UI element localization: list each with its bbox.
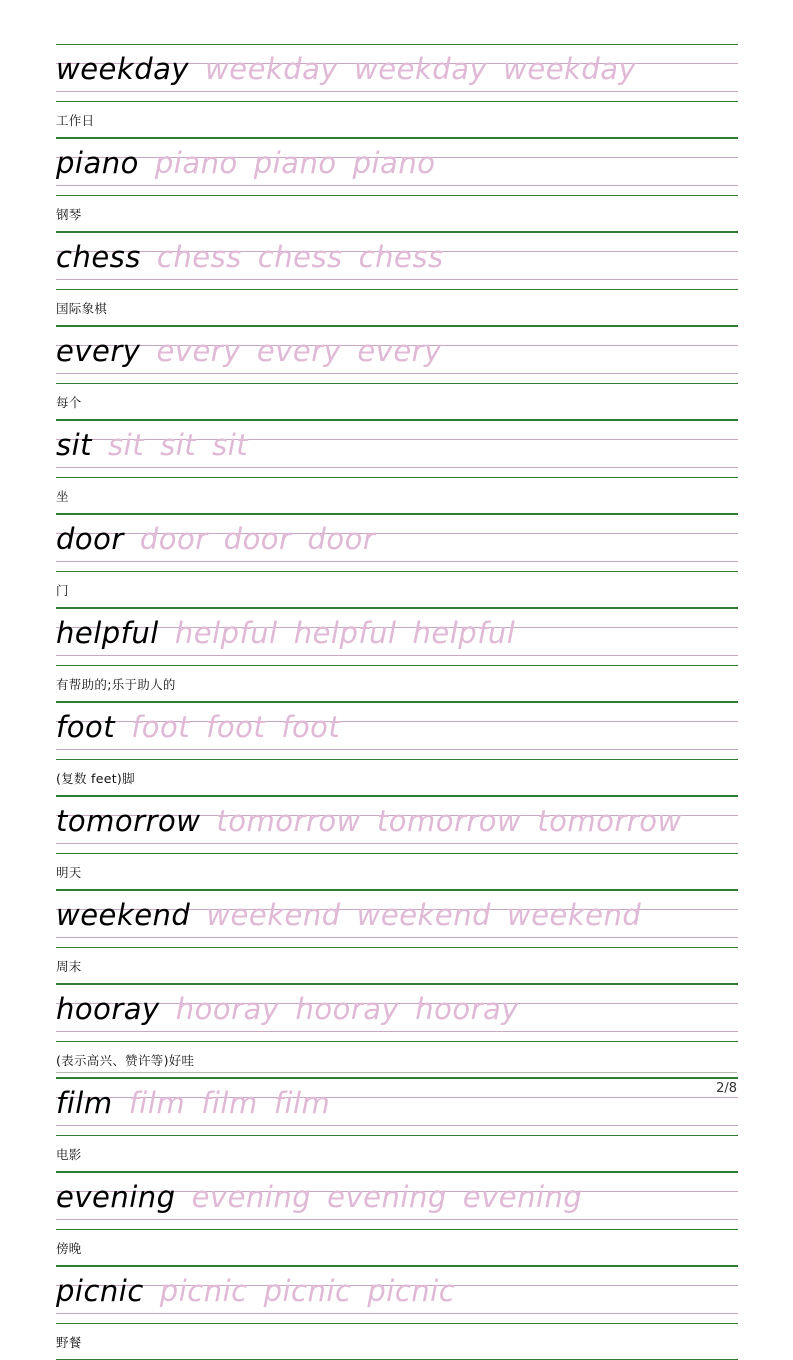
word-meaning: 明天 [56, 864, 82, 880]
word-trace: door [223, 522, 292, 556]
word-meaning: (复数 feet)脚 [56, 770, 135, 786]
word-trace: picnic [367, 1274, 456, 1308]
page-footer [56, 1072, 737, 1097]
word-trace: every [156, 334, 241, 368]
word-entry [56, 326, 738, 420]
meaning-row [56, 854, 738, 890]
word-line [56, 797, 698, 853]
word-line [56, 139, 451, 195]
word-model: helpful [56, 616, 159, 650]
word-meaning: 门 [56, 582, 69, 598]
word-trace: door [307, 522, 376, 556]
word-line [56, 985, 535, 1041]
word-trace: sit [212, 428, 249, 462]
word-trace: tomorrow [376, 804, 522, 838]
word-trace: weekend [206, 898, 341, 932]
word-model: evening [56, 1180, 176, 1214]
word-model: chess [56, 240, 141, 274]
word-entry [56, 890, 738, 984]
writing-staff [56, 1266, 738, 1324]
word-meaning: 傍晚 [56, 1240, 82, 1256]
meaning-row [56, 384, 738, 420]
word-model: film [56, 1086, 113, 1120]
word-meaning: (表示高兴、赞许等)好哇 [56, 1052, 195, 1068]
word-trace: weekday [354, 52, 488, 86]
word-trace: chess [257, 240, 343, 274]
word-line [56, 45, 652, 101]
word-trace: evening [462, 1180, 583, 1214]
word-line [56, 421, 264, 477]
word-trace: helpful [293, 616, 397, 650]
word-entry [56, 608, 738, 702]
word-trace: chess [156, 240, 242, 274]
word-meaning: 钢琴 [56, 206, 82, 222]
word-line [56, 703, 356, 759]
word-entry [56, 138, 738, 232]
word-trace: evening [327, 1180, 447, 1214]
meaning-row [56, 666, 738, 702]
word-trace: weekend [506, 898, 642, 932]
word-line [56, 609, 531, 665]
word-trace: sit [108, 428, 145, 462]
word-line [56, 891, 657, 947]
writing-staff [56, 44, 738, 102]
word-trace: weekday [503, 52, 637, 86]
word-trace: piano [253, 146, 337, 180]
writing-staff [56, 702, 738, 760]
word-line [56, 233, 460, 289]
word-line [56, 1173, 598, 1229]
word-model: picnic [56, 1274, 144, 1308]
word-entry [56, 796, 738, 890]
word-model: hooray [56, 992, 160, 1026]
word-trace: hooray [295, 992, 400, 1026]
word-line [56, 327, 458, 383]
word-trace: foot [131, 710, 191, 744]
word-trace: hooray [415, 992, 519, 1026]
entry-list [56, 44, 738, 1360]
meaning-row [56, 1324, 738, 1360]
word-trace: helpful [174, 616, 278, 650]
word-entry [56, 514, 738, 608]
word-trace: piano [154, 146, 238, 180]
word-trace: foot [206, 710, 266, 744]
word-entry [56, 232, 738, 326]
meaning-row [56, 290, 738, 326]
word-entry [56, 702, 738, 796]
word-meaning: 每个 [56, 394, 82, 410]
word-trace: every [256, 334, 342, 368]
word-trace: evening [191, 1180, 312, 1214]
word-trace: tomorrow [216, 804, 361, 838]
word-model: tomorrow [56, 804, 201, 838]
meaning-row [56, 1136, 738, 1172]
word-trace: film [201, 1086, 258, 1120]
word-trace: picnic [159, 1274, 248, 1308]
writing-staff [56, 420, 738, 478]
word-model: every [56, 334, 141, 368]
writing-staff [56, 326, 738, 384]
word-entry [56, 984, 738, 1078]
word-entry [56, 420, 738, 514]
word-line [56, 1267, 471, 1323]
word-trace: door [139, 522, 208, 556]
writing-staff [56, 796, 738, 854]
word-model: sit [56, 428, 93, 462]
word-entry [56, 44, 738, 138]
meaning-row [56, 478, 738, 514]
word-meaning: 工作日 [56, 112, 95, 128]
writing-staff [56, 608, 738, 666]
meaning-row [56, 760, 738, 796]
word-meaning: 坐 [56, 488, 69, 504]
writing-staff [56, 890, 738, 948]
word-trace: every [357, 334, 442, 368]
word-trace: film [128, 1086, 186, 1120]
writing-staff [56, 984, 738, 1042]
meaning-row [56, 102, 738, 138]
word-model: weekday [56, 52, 190, 86]
page-number: 2/8 [716, 1081, 737, 1096]
word-meaning: 电影 [56, 1146, 82, 1162]
word-model: foot [56, 710, 116, 744]
word-trace: film [273, 1086, 331, 1120]
word-entry [56, 1172, 738, 1266]
word-trace: sit [160, 428, 197, 462]
word-model: door [56, 522, 124, 556]
word-trace: tomorrow [537, 804, 682, 838]
word-model: piano [56, 146, 139, 180]
word-trace: picnic [263, 1274, 352, 1308]
writing-staff [56, 232, 738, 290]
word-meaning: 野餐 [56, 1334, 82, 1350]
word-trace: weekday [205, 52, 339, 86]
word-meaning: 周末 [56, 958, 82, 974]
word-trace: helpful [412, 616, 516, 650]
meaning-row [56, 196, 738, 232]
word-model: weekend [56, 898, 191, 932]
word-trace: chess [358, 240, 444, 274]
word-entry [56, 1266, 738, 1360]
word-meaning: 国际象棋 [56, 300, 108, 316]
word-meaning: 有帮助的;乐于助人的 [56, 676, 176, 692]
word-trace: hooray [175, 992, 280, 1026]
writing-staff [56, 138, 738, 196]
word-trace: weekend [356, 898, 491, 932]
meaning-row [56, 948, 738, 984]
meaning-row [56, 1230, 738, 1266]
word-trace: piano [352, 146, 436, 180]
word-line [56, 515, 391, 571]
writing-staff [56, 514, 738, 572]
writing-staff [56, 1172, 738, 1230]
meaning-row [56, 572, 738, 608]
word-trace: foot [281, 710, 341, 744]
